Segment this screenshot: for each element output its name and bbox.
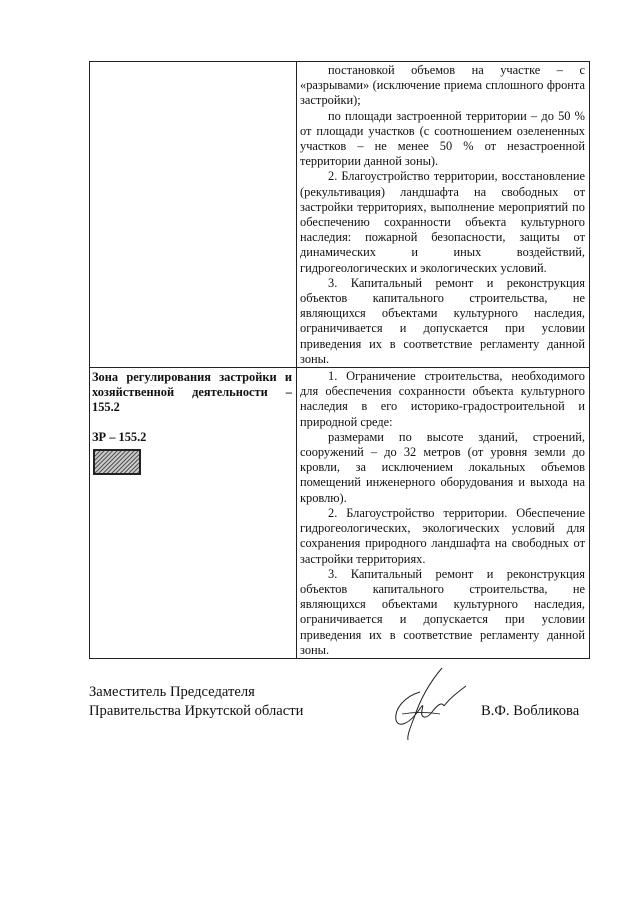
table-row [90, 62, 590, 368]
table-cell-left [90, 368, 297, 659]
paragraph: по площади застроенной территории – до 50 % от площади участков (с соотношением озелененных участков – не менее 50 % от незастроенной территории данной зоны). [300, 108, 585, 169]
table-cell-right [297, 62, 590, 368]
table-row [90, 368, 590, 659]
table-cell-left-empty [90, 62, 297, 368]
paragraph: 1. Ограничение строительства, необходимого для обеспечения сохранности объекта культурного наследия в его историко-градостроительной и природной среде: [300, 369, 585, 429]
position-line: Правительства Иркутской области [89, 703, 304, 719]
zone-code: ЗР – 155.2 [92, 429, 147, 444]
paragraph: 2. Благоустройство территории, восстановление (рекультивация) ландшафта на свободных от застройки территориях, выполнение мероприятий по обеспечению сохранности объекта культурного наследия: пожарной безопасности, защиты от динамических и иных воздействий, гидрогеологических и экологических условий. [300, 169, 585, 275]
handwritten-signature-icon [380, 662, 470, 742]
paragraph: 3. Капитальный ремонт и реконструкция объектов капитального строительства, не являющихся объектами культурного наследия, ограничивается и допускается при условии приведения их в соответствие регламенту данной зоны. [300, 275, 585, 366]
signatory-position [89, 683, 303, 721]
regulation-table [89, 61, 590, 659]
paragraph: 3. Капитальный ремонт и реконструкция объектов капитального строительства, не являющихся объектами культурного наследия, ограничивается и допускается при условии приведения их в соответствие регламенту данной зоны. [300, 566, 585, 657]
signatory-name: В.Ф. Вобликова [481, 703, 580, 719]
paragraph: размерами по высоте зданий, строений, сооружений – до 32 метров (от уровня земли до кровли, за исключением локальных объемов помещений инженерного оборудования и выхода на кровлю). [300, 429, 585, 505]
zone-title: Зона регулирования застройки и хозяйственной деятельности – 155.2 [92, 370, 292, 415]
paragraph: постановкой объемов на участке – с «разрывами» (исключение приема сплошного фронта застройки); [300, 63, 585, 108]
position-line: Заместитель Председателя [89, 684, 255, 700]
table-cell-right [297, 368, 590, 659]
paragraph: 2. Благоустройство территории. Обеспечение гидрогеологических, экологических условий для сохранения природного ландшафта на свободных от застройки территориях. [300, 505, 585, 566]
zone-legend-hatch-icon [93, 449, 141, 475]
